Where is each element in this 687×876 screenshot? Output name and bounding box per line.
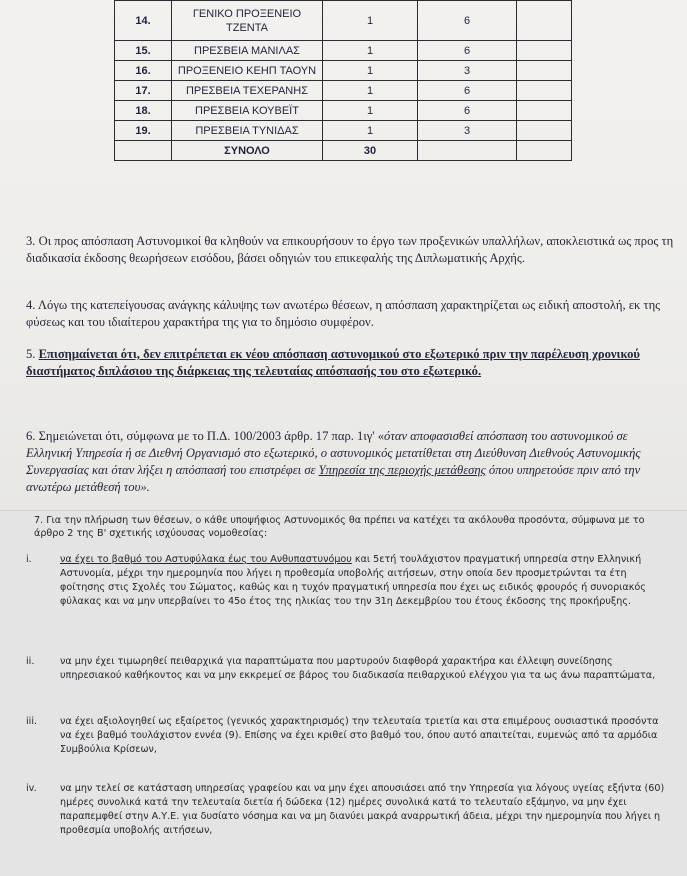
- table-row: [115, 121, 572, 141]
- empty-cell: [517, 81, 572, 101]
- empty-cell: [517, 141, 572, 161]
- paragraph-6-lead: 6. Σημειώνεται ότι, σύμφωνα με το Π.Δ. 100/2003 άρθρ. 17 παρ. 1ιγ' «: [26, 429, 385, 443]
- duration-months: 6: [418, 41, 517, 61]
- empty-cell: [517, 121, 572, 141]
- paragraph-7: 7. Για την πλήρωση των θέσεων, ο κάθε υποψήφιος Αστυνομικός θα πρέπει να κατέχει τα ακόλουθα προσόντα, σύμφωνα με το άρθρο 2 της Β' σχετικής ισχύουσας νομοθεσίας:: [34, 515, 645, 539]
- post-name: ΠΡΕΣΒΕΙΑ ΜΑΝΙΛΑΣ: [172, 41, 323, 61]
- row-number: 16.: [115, 61, 172, 81]
- positions-count: 1: [323, 101, 418, 121]
- list-text: να μην τελεί σε κατάσταση υπηρεσίας γραφείου και να μην έχει απουσιάσει από την Υπηρεσία για λόγους υγείας εξήντα (60) ημέρες συνολικά κατά την τελευταία διετία ή δώδεκα (12) ημέρες συνολικά κατά το τελευταίο εξάμηνο, να μην έχει παραπεμφθεί στην Α.Υ.Ε. για δυσίατο νόσημα και να μη διανύει μακρά αναρρωτική άδεια, μέχρι την ημερομηνία που λήγει η προθεσμία υποβολής αιτήσεων,: [60, 783, 665, 836]
- paragraph-4: 4. Λόγω της κατεπείγουσας ανάγκης κάλυψης των ανωτέρω θέσεων, η απόσπαση χαρακτηρίζεται ως ειδική αποστολή, εκ της φύσεως και του ιδιαίτερου χαρακτήρα της για το δημόσιο συμφέρον.: [26, 298, 661, 329]
- post-name: ΠΡΕΣΒΕΙΑ ΤΥΝΙΔΑΣ: [172, 121, 323, 141]
- table-row: [115, 101, 572, 121]
- post-name: ΓΕΝΙΚΟ ΠΡΟΞΕΝΕΙΟ ΤΖΕΝΤΑ: [172, 1, 323, 41]
- row-number: 14.: [115, 1, 172, 41]
- paragraph-5: [26, 346, 676, 380]
- paragraph-6-quote: όταν αποφασισθεί απόσπαση του αστυνομικού σε Ελληνική Υπηρεσία ή σε Διεθνή Οργανισμό στο εξωτερικό, ο αστυνομικός μετατίθεται στη Διεύθυνση Διεθνούς Αστυνομικής Συνεργασίας και όταν λήξει η απόσπασή του επιστρέφει σε: [26, 429, 641, 477]
- post-name: ΠΡΕΣΒΕΙΑ ΤΕΧΕΡΑΝΗΣ: [172, 81, 323, 101]
- row-number: 15.: [115, 41, 172, 61]
- duration-months: 6: [418, 101, 517, 121]
- positions-count: 1: [323, 121, 418, 141]
- paragraph-6-underlined: Υπηρεσία της περιοχής μετάθεσης: [318, 463, 486, 477]
- list-item: [26, 553, 671, 609]
- paragraph-6: [26, 428, 676, 496]
- empty-cell: [517, 101, 572, 121]
- total-label: ΣΥΝΟΛΟ: [172, 141, 323, 161]
- duration-months: 6: [418, 1, 517, 41]
- duration-months: 3: [418, 121, 517, 141]
- paragraph-5-number: 5.: [26, 347, 36, 361]
- empty-cell: [517, 61, 572, 81]
- positions-count: 1: [323, 1, 418, 41]
- empty-cell: [115, 141, 172, 161]
- row-number: 19.: [115, 121, 172, 141]
- table-row: [115, 61, 572, 81]
- empty-cell: [517, 1, 572, 41]
- list-text: [60, 553, 671, 609]
- row-number: 17.: [115, 81, 172, 101]
- positions-table: [114, 0, 572, 161]
- list-marker: iii.: [26, 716, 38, 727]
- list-item: [26, 715, 671, 757]
- table-row: [115, 81, 572, 101]
- empty-cell: [517, 41, 572, 61]
- post-name: ΠΡΟΞΕΝΕΙΟ ΚΕΗΠ ΤΑΟΥΝ: [172, 61, 323, 81]
- table-row: [115, 41, 572, 61]
- post-name: ΠΡΕΣΒΕΙΑ ΚΟΥΒΕΪΤ: [172, 101, 323, 121]
- list-marker: i.: [26, 554, 32, 565]
- empty-cell: [418, 141, 517, 161]
- list-text-underlined: να έχει το βαθμό του Αστυφύλακα έως του Ανθυπαστυνόμου: [60, 554, 352, 565]
- list-marker: ii.: [26, 656, 35, 667]
- positions-count: 1: [323, 61, 418, 81]
- list-text: να μην έχει τιμωρηθεί πειθαρχικά για παραπτώματα που μαρτυρούν διαφθορά χαρακτήρα και έλλειψη συνείδησης υπηρεσιακού καθήκοντος και να μην εκκρεμεί σε βάρος του διαδικασία πειθαρχικού ελέγχου για τα ως άνω παραπτώματα,: [60, 656, 656, 681]
- table-row: [115, 1, 572, 41]
- list-text-rest: και 5ετή τουλάχιστον πραγματική υπηρεσία στην Ελληνική Αστυνομία, μέχρι την ημερομηνία που λήγει η προθεσμία υποβολής αιτήσεων, στην οποία δεν προσμετρώνται τα έτη φοίτησης στις Σχολές του Σώματος, καθώς και η τυχόν πραγματική υπηρεσία που έχει ως ειδικός φρουρός ή συνοριακός φύλακας και να μην υπερβαίνει το 45ο έτος της ηλικίας του την 31η Δεκεμβρίου του έτους έκδοσης της προκήρυξης.: [60, 554, 646, 607]
- list-marker: iv.: [26, 783, 37, 794]
- duration-months: 6: [418, 81, 517, 101]
- paragraph-5-text: Επισημαίνεται ότι, δεν επιτρέπεται εκ νέου απόσπαση αστυνομικού στο εξωτερικό πριν την παρέλευση χρονικού διαστήματος διπλάσιου της διάρκειας της τελευταίας απόσπασής του στο εξωτερικό.: [26, 347, 640, 378]
- total-value: 30: [323, 141, 418, 161]
- positions-count: 1: [323, 41, 418, 61]
- paragraph-6-quote-end: όπου υπηρετούσε πριν από την ανωτέρω μετάθεσή του».: [26, 463, 641, 494]
- positions-count: 1: [323, 81, 418, 101]
- row-number: 18.: [115, 101, 172, 121]
- duration-months: 3: [418, 61, 517, 81]
- table-total-row: [115, 141, 572, 161]
- list-item: [26, 782, 671, 838]
- paragraph-3: 3. Οι προς απόσπαση Αστυνομικοί θα κληθούν να επικουρήσουν το έργο των προξενικών υπαλλήλων, αποκλειστικά ως προς τη διαδικασία έκδοσης θεωρήσεων εισόδου, βάσει οδηγιών του επικεφαλής της Διπλωματικής Αρχής.: [26, 234, 674, 265]
- list-item: [26, 655, 671, 683]
- list-text: να έχει αξιολογηθεί ως εξαίρετος (γενικός χαρακτηρισμός) την τελευταία τριετία και στα επιμέρους ουσιαστικά προσόντα να έχει βαθμό τουλάχιστον εννέα (9). Επίσης να έχει κριθεί στο βαθμό του, όπου αυτό απαιτείται, ευμενώς από τα αρμόδια Συμβούλια Κρίσεων,: [60, 716, 659, 755]
